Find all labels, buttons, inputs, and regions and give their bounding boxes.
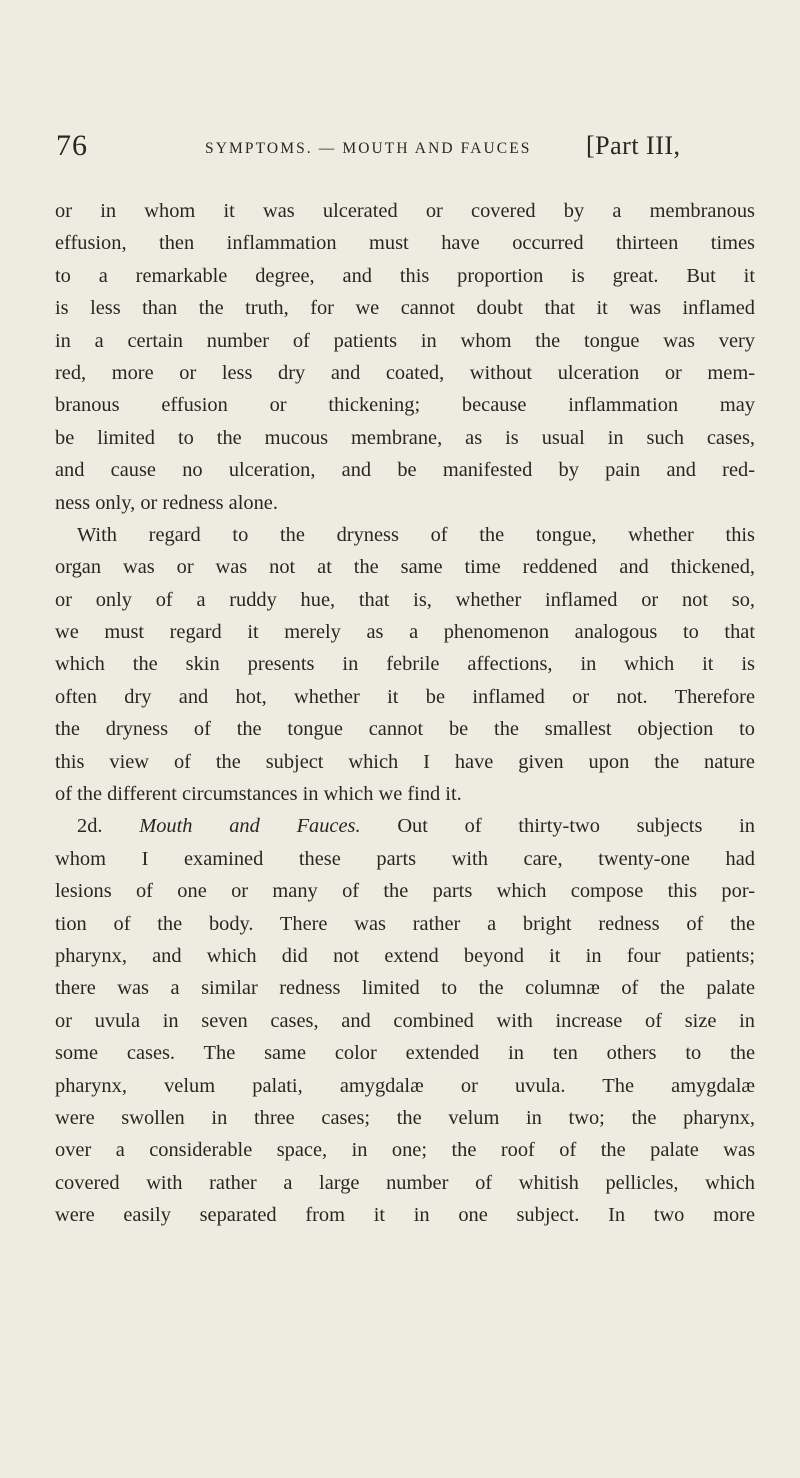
text-line: which the skin presents in febrile affections, in which it is	[55, 653, 755, 676]
body-text	[55, 195, 755, 1232]
text-line: lesions of one or many of the parts which compose this por-	[55, 880, 755, 903]
text-line: is less than the truth, for we cannot doubt that it was inflamed	[55, 297, 755, 320]
text-line: in a certain number of patients in whom the tongue was very	[55, 329, 755, 352]
part-label: [Part III,	[586, 131, 681, 160]
section-heading: Mouth and Fauces.	[139, 815, 361, 838]
text-line: covered with rather a large number of whitish pellicles, which	[55, 1171, 755, 1194]
text-line: were easily separated from it in one subject. In two more	[55, 1204, 755, 1227]
text-line: red, more or less dry and coated, without ulceration or mem-	[55, 361, 755, 384]
text-line: pharynx, and which did not extend beyond it in four patients;	[55, 944, 755, 967]
text-line: effusion, then inflammation must have occurred thirteen times	[55, 232, 755, 255]
text-line: pharynx, velum palati, amygdalæ or uvula. The amygdalæ	[55, 1074, 755, 1097]
text-line: this view of the subject which I have given upon the nature	[55, 750, 755, 773]
page-header	[52, 128, 752, 168]
section-first-line	[55, 810, 755, 842]
paragraph-1	[55, 195, 755, 519]
text-line: or only of a ruddy hue, that is, whether inflamed or not so,	[55, 588, 755, 611]
text-line: organ was or was not at the same time reddened and thickened,	[55, 556, 755, 579]
text-line: be limited to the mucous membrane, as is usual in such cases,	[55, 426, 755, 449]
paragraph-2	[55, 519, 755, 811]
paragraph-3	[55, 810, 755, 1231]
text-line: or uvula in seven cases, and combined with increase of size in	[55, 1009, 755, 1032]
text-line: there was a similar redness limited to the columnæ of the palate	[55, 977, 755, 1000]
text-line: were swollen in three cases; the velum in two; the pharynx,	[55, 1106, 755, 1129]
text-line: ness only, or redness alone.	[55, 491, 278, 514]
text-line: whom I examined these parts with care, twenty-one had	[55, 847, 755, 870]
text-line: of the different circumstances in which we find it.	[55, 783, 462, 806]
page-number: 76	[56, 129, 88, 162]
section-number: 2d.	[77, 815, 103, 838]
text-line: With regard to the dryness of the tongue, whether this	[77, 523, 755, 546]
text-line: to a remarkable degree, and this proportion is great. But it	[55, 264, 755, 287]
text-line: the dryness of the tongue cannot be the smallest objection to	[55, 718, 755, 741]
text-line: often dry and hot, whether it be inflamed or not. Therefore	[55, 685, 755, 708]
text-line: and cause no ulceration, and be manifested by pain and red-	[55, 459, 755, 482]
text-line: tion of the body. There was rather a bright redness of the	[55, 912, 755, 935]
text-line: branous effusion or thickening; because inflammation may	[55, 394, 755, 417]
text-line: over a considerable space, in one; the roof of the palate was	[55, 1139, 755, 1162]
text-line: we must regard it merely as a phenomenon analogous to that	[55, 621, 755, 644]
running-head: SYMPTOMS. — MOUTH AND FAUCES	[205, 140, 532, 157]
text-line: some cases. The same color extended in ten others to the	[55, 1042, 755, 1065]
section-first-line-text: Out of thirty-two subjects in	[397, 815, 755, 838]
text-line: or in whom it was ulcerated or covered by a membranous	[55, 200, 755, 222]
